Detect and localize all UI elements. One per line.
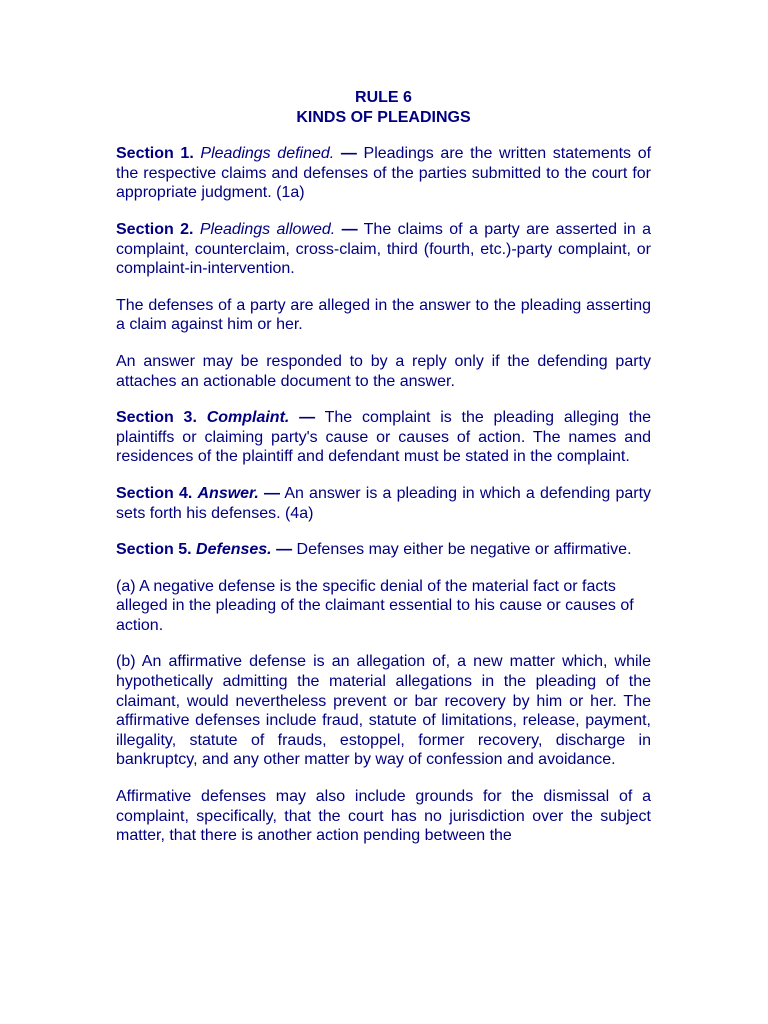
- section-3-paragraph: [116, 408, 651, 467]
- paragraph: (a) A negative defense is the specific denial of the material fact or facts alleged in the pleading of the claimant essential to his cause or causes of action.: [116, 577, 634, 634]
- section-1-paragraph: [116, 144, 651, 203]
- paragraph: The defenses of a party are alleged in the answer to the pleading asserting a claim against him or her.: [116, 296, 651, 334]
- section-5-paragraph: [116, 540, 651, 560]
- document-page: [116, 88, 651, 846]
- paragraph: An answer may be responded to by a reply only if the defending party attaches an actionable document to the answer.: [116, 352, 651, 390]
- section-label: Section 3.: [116, 409, 197, 427]
- section-body: Pleadings are the written statements of the respective claims and defenses of the parties submitted to the court for appropriate judgment. (1a): [116, 145, 652, 202]
- section-heading: Defenses.: [196, 541, 272, 559]
- em-dash: —: [340, 145, 357, 163]
- em-dash: —: [341, 220, 358, 238]
- section-2-paragraph: [116, 220, 651, 279]
- em-dash: —: [264, 484, 281, 502]
- section-label: Section 2.: [116, 220, 194, 238]
- paragraph: Affirmative defenses may also include grounds for the dismissal of a complaint, specifically, that the court has no jurisdiction over the subject matter, that there is another action pending between the: [116, 788, 651, 845]
- section-body: An answer is a pleading in which a defending party sets forth his defenses. (4a): [116, 484, 652, 522]
- section-body: Defenses may either be negative or affirmative.: [296, 541, 632, 559]
- section-label: Section 5.: [116, 541, 192, 559]
- section-4-paragraph: [116, 484, 651, 523]
- paragraph: (b) An affirmative defense is an allegation of, a new matter which, while hypothetically admitting the material allegations in the pleading of the claimant, would nevertheless prevent or bar recovery by him or her. The affirmative defenses include fraud, statute of limitations, release, payment, illegality, statute of frauds, estoppel, former recovery, discharge in bankruptcy, and any other matter by way of confession and avoidance.: [116, 653, 651, 769]
- rule-title: KINDS OF PLEADINGS: [296, 108, 471, 126]
- section-label: Section 4.: [116, 484, 193, 502]
- em-dash: —: [276, 541, 293, 559]
- section-heading: Answer.: [197, 484, 259, 502]
- section-heading: Complaint.: [206, 409, 290, 427]
- section-heading: Pleadings defined.: [200, 145, 335, 163]
- rule-header: [116, 88, 651, 127]
- em-dash: —: [299, 409, 316, 427]
- section-body: The claims of a party are asserted in a complaint, counterclaim, cross-claim, third (fourth, etc.)-party complaint, or complaint-in-intervention.: [116, 220, 652, 278]
- section-label: Section 1.: [116, 145, 194, 163]
- section-body: The complaint is the pleading alleging the plaintiffs or claiming party's cause or causes of action. The names and residences of the plaintiff and defendant must be stated in the complaint.: [116, 409, 651, 466]
- section-heading: Pleadings allowed.: [199, 220, 336, 238]
- rule-number: RULE 6: [355, 89, 412, 106]
